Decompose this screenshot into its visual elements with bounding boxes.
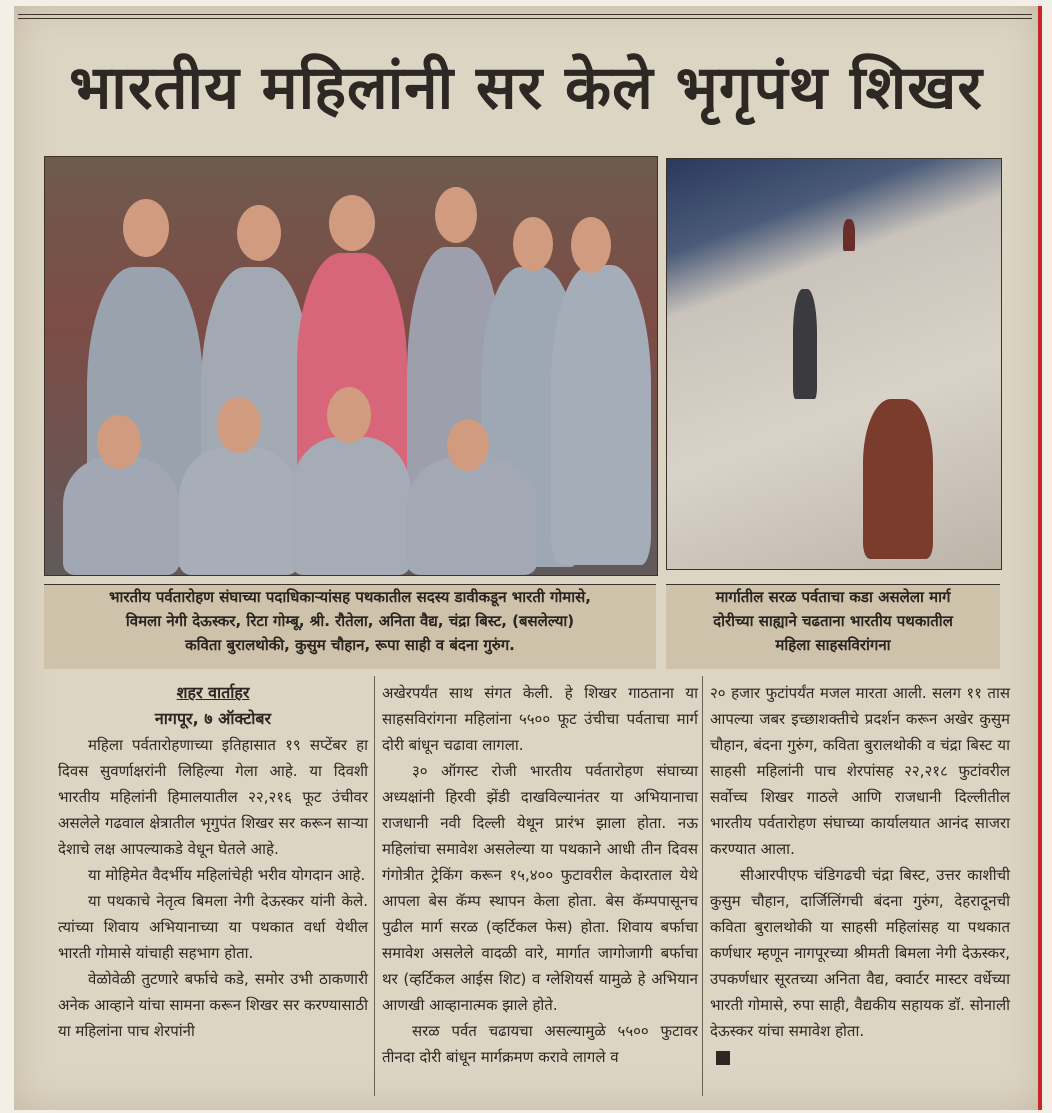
climbing-photo <box>666 158 1002 570</box>
person-face <box>435 187 477 243</box>
person-figure <box>551 265 651 565</box>
team-photo <box>44 156 658 576</box>
team-photo-caption <box>44 584 656 669</box>
paragraph: वेळोवेळी तुटणारे बर्फाचे कडे, समोर उभी ठाकणारी अनेक आव्हाने यांचा सामना करून शिखर सर करण्यासाठी या महिलांना पाच शेरपांनी <box>58 970 368 1040</box>
article-column-3 <box>710 680 1010 1070</box>
paragraph: या पथकाचे नेतृत्व बिमला नेगी देऊस्कर यांनी केले. त्यांच्या शिवाय अभियानाच्या या पथकात वर्धा येथील भारती गोमासे यांचाही सहभाग होता. <box>58 892 368 962</box>
byline <box>58 680 368 732</box>
top-rule <box>18 14 1032 15</box>
end-mark-icon <box>716 1051 730 1065</box>
headline: भारतीय महिलांनी सर केले भृगृपंथ शिखर <box>69 53 983 123</box>
paragraph: २० हजार फुटांपर्यंत मजल मारता आली. सलग ११ तास आपल्या जबर इच्छाशक्तीचे प्रदर्शन करून अखेर कुसुम चौहान, बंदना गुरुंग, कविता बुरालथोकी व चंद्रा बिस्ट या साहसी महिलांनी पाच शेरपांसह २२,२१८ फुटांवरील सर्वोच्च शिखर गाठले आणि राजधानी दिल्लीतील भारतीय पर्वतारोहण संघाच्या कार्यालयात आनंद साजरा करण्यात आला. <box>710 684 1010 858</box>
caption-line: भारतीय पर्वतारोहण संघाच्या पदाधिकाऱ्यांसह पथकातील सदस्य डावीकडून भारती गोमासे, <box>108 588 591 606</box>
caption-line: विमला नेगी देऊस्कर, रिटा गोम्बू, श्री. रौतेला, अनिता वैद्य, चंद्रा बिस्ट, (बसलेल्या) <box>125 612 575 630</box>
paragraph: सरळ पर्वत चढायचा असल्यामुळे ५५०० फुटावर तीनदा दोरी बांधून मार्गक्रमण करावे लागले व <box>382 1022 698 1066</box>
person-face <box>329 195 375 251</box>
person-face <box>327 387 371 443</box>
climber-figure <box>863 399 933 559</box>
climber-figure <box>843 219 855 251</box>
article-column-1 <box>58 680 368 1044</box>
page-edge-line <box>1038 6 1042 1110</box>
person-figure <box>63 457 179 575</box>
caption-line: मार्गातील सरळ पर्वताचा कडा असलेला मार्ग <box>715 588 951 606</box>
paragraph: ३० ऑगस्ट रोजी भारतीय पर्वतारोहण संघाच्या अध्यक्षांनी हिरवी झेंडी दाखविल्यानंतर या अभियानाचा राजधानी नवी दिल्ली येथून प्रारंभ झाला होता. नऊ महिलांचा समावेश असलेल्या या पथकाने आधी तीन दिवस गंगोत्रीत ट्रेकिंग करून १५,४०० फुटावरील केदारताल येथे आपला बेस कॅम्प स्थापन केला होता. बेस कॅम्पपासूनच पुढील मार्ग सरळ (व्हर्टिकल फेस) होता. शिवाय बर्फाचा समावेश असलेले वादळी वारे, मार्गात जागोजागी बर्फाचा थर (व्हर्टिकल आईस शिट) व ग्लेशियर्स यामुळे हे अभियान आणखी आव्हानात्मक झाले होते. <box>382 762 698 1014</box>
person-face <box>571 217 611 273</box>
column-divider <box>702 676 703 1096</box>
top-rule-2 <box>18 18 1032 19</box>
person-face <box>123 199 169 257</box>
person-face <box>237 205 281 261</box>
climbing-photo-caption <box>666 584 1000 669</box>
caption-line: कविता बुरालथोकी, कुसुम चौहान, रूपा साही व बंदना गुरुंग. <box>185 636 515 654</box>
paragraph: महिला पर्वतारोहणाच्या इतिहासात १९ सप्टेंबर हा दिवस सुवर्णाक्षरांनी लिहिल्या गेला आहे. या दिवशी भारतीय महिलांनी हिमालयातील २२,२१६ फूट उंचीवर असलेले गढवाल क्षेत्रातील भृगुपंत शिखर सर करून साऱ्या देशाचे लक्ष आपल्याकडे वेधून घेतले आहे. <box>58 736 368 858</box>
climber-figure <box>793 289 817 399</box>
caption-line: महिला साहसविरांगना <box>775 636 891 654</box>
reporter-name: शहर वार्ताहर <box>176 683 250 702</box>
person-face <box>97 415 141 469</box>
caption-line: दोरीच्या साह्याने चढताना भारतीय पथकातील <box>713 612 953 630</box>
person-face <box>447 419 489 471</box>
dateline: नागपूर, ७ ऑक्टोबर <box>154 709 272 728</box>
article-column-2 <box>382 680 698 1070</box>
person-face <box>217 397 261 453</box>
person-figure <box>291 437 411 575</box>
person-figure <box>407 457 537 575</box>
paragraph: अखेरपर्यंत साथ संगत केली. हे शिखर गाठताना या साहसविरांगना महिलांना ५५०० फूट उंचीचा पर्वताचा मार्ग दोरी बांधून चढावा लागला. <box>382 684 698 754</box>
paragraph: या मोहिमेत वैदर्भीय महिलांचेही भरीव योगदान आहे. <box>88 866 366 884</box>
person-figure <box>179 447 299 575</box>
column-divider <box>374 676 375 1096</box>
person-face <box>513 217 553 271</box>
paragraph: सीआरपीएफ चंडिगढची चंद्रा बिस्ट, उत्तर काशीची कुसुम चौहान, दार्जिलिंगची बंदना गुरुंग, देहरादूनची कविता बुरालथोकी या साहसी महिलांसह या पथकात कर्णधार म्हणून नागपूरच्या श्रीमती बिमला नेगी देऊस्कर, उपकर्णधार सूरतच्या अनिता वैद्य, क्वार्टर मास्टर वर्धेच्या भारती गोमासे, रुपा साही, वैद्यकीय सहायक डॉ. सोनाली देऊस्कर यांचा समावेश होता. <box>710 866 1010 1040</box>
